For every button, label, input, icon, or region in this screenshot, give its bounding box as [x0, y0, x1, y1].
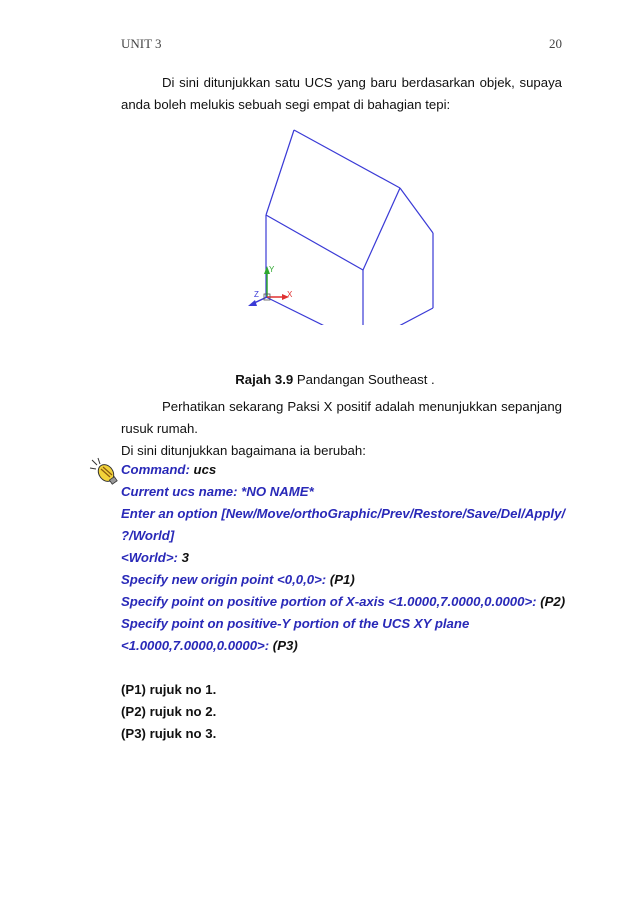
house-edge [400, 188, 433, 233]
y-axis-label: Y [269, 265, 275, 274]
house-edge [294, 130, 400, 188]
caption-text: Pandangan Southeast . [293, 372, 435, 387]
note-p1: (P1) rujuk no 1. [121, 682, 217, 697]
intro-line-2: anda boleh melukis sebuah segi empat di bahagian tepi: [121, 97, 451, 112]
page-number: 20 [549, 36, 562, 51]
cmd-line-3: Enter an option [New/Move/orthoGraphic/Prev/Restore/Save/Del/Apply/ [121, 506, 566, 521]
lightbulb-icon [88, 456, 118, 486]
intro-line-1: Di sini ditunjukkan satu UCS yang baru berdasarkan objek, supaya [162, 75, 562, 90]
cmd-line-7: Specify point on positive portion of X-axis <1.0000,7.0000,0.0000>: (P2) [121, 594, 566, 609]
cmd-line-1: Command: ucs [121, 462, 217, 477]
cmd-line-4: ?/World] [121, 528, 175, 543]
body-line-1: Perhatikan sekarang Paksi X positif adalah menunjukkan sepanjang [162, 399, 562, 414]
body-line-2: rusuk rumah. [121, 421, 198, 436]
house-ucs-figure [230, 125, 450, 325]
house-edge [363, 188, 400, 270]
body-line-3: Di sini ditunjukkan bagaimana ia berubah: [121, 443, 366, 458]
x-axis-label: X [287, 290, 293, 299]
unit-header: UNIT 3 [121, 36, 162, 51]
house-edge [363, 308, 433, 325]
cmd-line-5: <World>: 3 [121, 550, 189, 565]
z-arrow-icon [248, 300, 257, 306]
cmd-line-6: Specify new origin point <0,0,0>: (P1) [121, 572, 355, 587]
house-edge [266, 215, 363, 270]
z-axis-label: Z [254, 290, 259, 299]
caption-label: Rajah 3.9 [235, 372, 294, 387]
note-p2: (P2) rujuk no 2. [121, 704, 217, 719]
figure-caption [0, 372, 638, 387]
cmd-line-8: Specify point on positive-Y portion of the UCS XY plane [121, 616, 470, 631]
cmd-line-9: <1.0000,7.0000,0.0000>: (P3) [121, 638, 298, 653]
note-p3: (P3) rujuk no 3. [121, 726, 217, 741]
house-edge [266, 297, 363, 325]
cmd-line-2: Current ucs name: *NO NAME* [121, 484, 314, 499]
house-edge [266, 130, 294, 215]
